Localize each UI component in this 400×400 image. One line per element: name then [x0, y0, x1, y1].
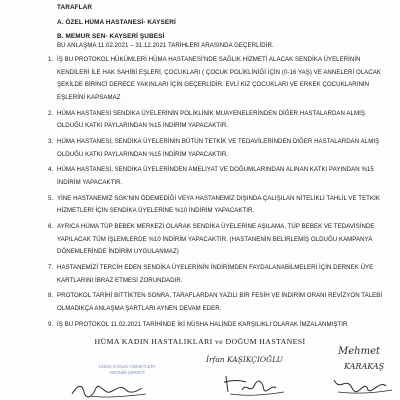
handwritten-name-1: İrfan KAŞIKÇIOĞLU: [206, 355, 283, 364]
list-item: 3. HÜMA HASTANESİ, SENDİKA ÜYELERİNİN BÜTÜN TETKİK VE TEDAVİLERİNDEN DİĞER HASTALARDAN ALMIŞ OLDUĞU KATKI PAYLARINDAN %15 İNDİRİM YAPACAKTIR.: [48, 137, 380, 158]
list-item: 7. HASTANEMİZİ TERCİH EDEN SENDİKA ÜYELERİNİN İNDİRİMDEN FAYDALANABİLMELERİ İÇİN DERNEK ÜYE KARTLARINI İBRAZ ETMESİ ZORUNDADIR.: [48, 264, 374, 284]
parties-heading: TARAFLAR: [57, 4, 93, 11]
validity-intro: BU ANLAŞMA 11.02.2021 – 31.12.2021 TARİHLERİ ARASINDA GEÇERLİDİR.: [57, 42, 274, 49]
list-item: 6. AYRICA HÜMA TÜP BEBEK MERKEZİ OLARAK SENDİKA ÜYELERİNE AŞILAMA, TÜP BEBEK VE TEDAVİSİNDE YAPILACAK TÜM İŞLEMLERDE %10 İNDİRİM YAPACAKTIR. (HASTANENİN BELİRLEMİŞ OLDUĞU KAMPANYA DÖNEMLERİNDE İNDİRİM UYGULANMAZ): [48, 223, 375, 256]
list-item: 5. YİNE HASTANEMİZ SGK'NIN ÖDEMEDİĞİ VEYA HASTANEMİZ DIŞINDA ÇALIŞILAN NİTELİKLİ TAHLİL VE TETKİK HİZMETLERİ İÇİN SENDİKA ÜYELERİNE %10 İNDİRİM YAPACAKTIR.: [48, 194, 380, 215]
protocol-items: [48, 54, 386, 335]
party-a: A. ÖZEL HÜMA HASTANESİ- KAYSERİ: [57, 19, 176, 26]
list-item: 8. PROTOKOL TARİHİ BİTTİKTEN SONRA, TARAFLARDAN YAZILI BİR FESİH VE İNDİRİM ORANI REVİZYON TALEBİ OLMADIKÇA ANLAŞMA ŞARTLARI AYNEN DEVAM EDER.: [48, 292, 383, 312]
list-item: 1. İŞ BU PROTOKOL HÜKÜMLERİ HÜMA HASTANESİ'NDE SAĞLIK HİZMETİ ALACAK SENDİKA ÜYELERİNİN KENDİLERİ İLE HAK SAHİBİ EŞLERİ, ÇOCUKLARI ( ÇOCUK POLİKLİNİĞİ İÇİN (0-16 YAŞ) VE ANNELERİ OLACAK ŞEKİLDE BİRİNCİ DERECE YAKINLARI İÇİN GEÇERLİDİR. EVLİ KIZ ÇOCUKLARI VE ERKEK ÇOCUKLARININ EŞLERİNİ KAPSAMAZ: [48, 56, 381, 101]
list-item: 9. İŞ BU PROTOKOL 11.02.2021 TARİHİNDE İKİ NÜSHA HALİNDE KARŞILIKLI OLARAK İMZALANMIŞTIR: [48, 320, 348, 328]
handwritten-name-3: KARAKAŞ: [344, 362, 385, 371]
hospital-name: HÜMA KADIN HASTALIKLARI ve DOĞUM HASTANESİ: [94, 337, 306, 346]
handwritten-name-2: Mehmet: [338, 346, 381, 357]
signature-middle: [220, 372, 290, 398]
list-item: 2. HÜMA HASTANESİ SENDİKA ÜYELERİNİN POLİKLİNİK MUAYENELERİNDEN DİĞER HASTALARDAN ALMIŞ OLDUĞU KATKI PAYLARINDAN %15 İNDİRİM YAPACAKTIR.: [48, 109, 365, 130]
signature-left: [70, 380, 150, 400]
party-b: B. MEMUR SEN- KAYSERİ ŞUBESİ: [57, 33, 165, 40]
signature-right: [330, 374, 396, 396]
list-item: 4. HÜMA HASTANESİ, SENDİKA ÜYELERİNDEN AMELİYAT VE DOĞUMLARINDAN ALINAN KATKI PAYINDAN %15 İNDİRİM YAPACAKTIR.: [48, 166, 374, 186]
company-stamp: HÜMA SAĞLIK HİZMETLERİ ANONİM ŞİRKETİ: [99, 364, 155, 375]
